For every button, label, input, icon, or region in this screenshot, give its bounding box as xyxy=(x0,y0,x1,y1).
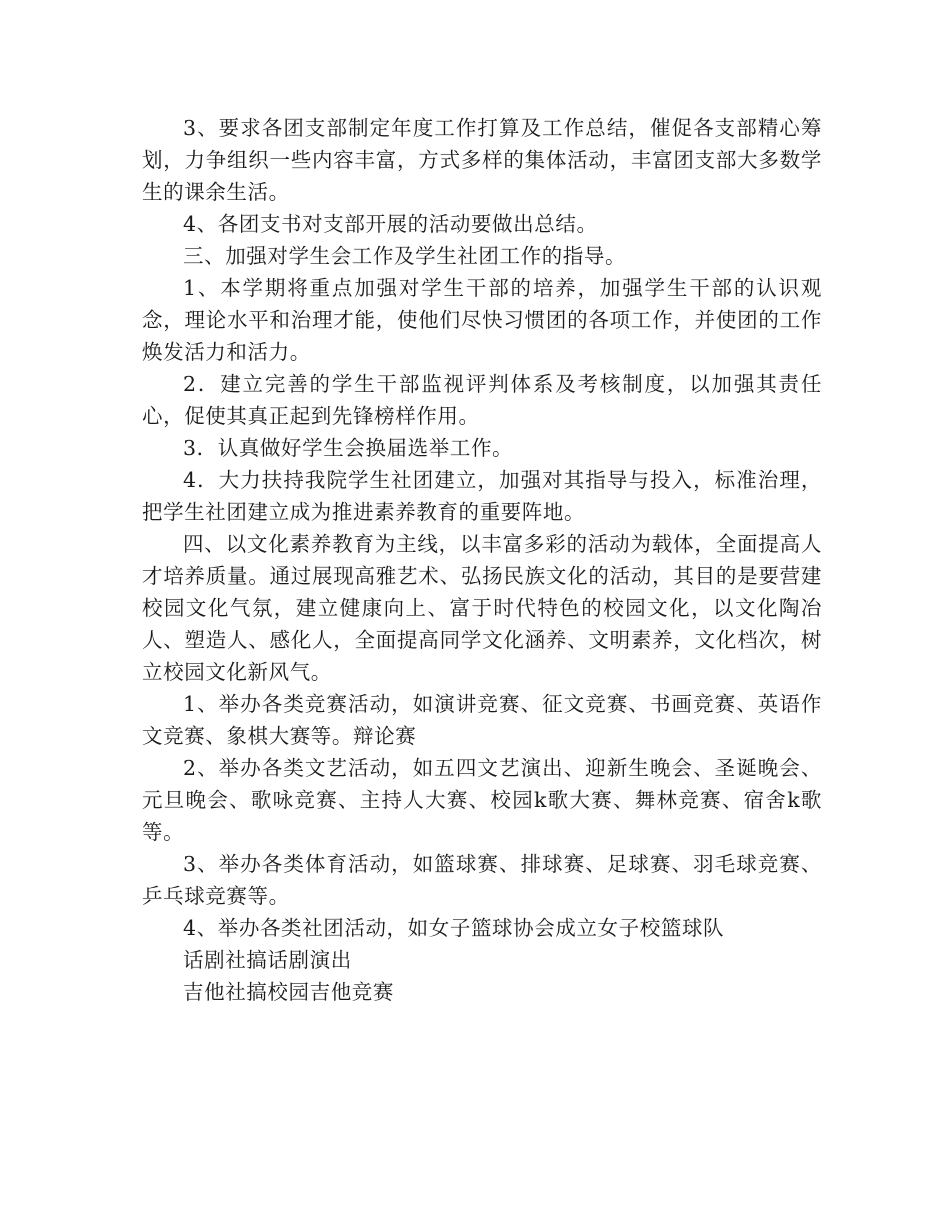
paragraph-2: 4、各团支书对支部开展的活动要做出总结。 xyxy=(183,212,598,236)
paragraph-12: 4、举办各类社团活动，如女子篮球协会成立女子校篮球队 xyxy=(183,916,725,940)
paragraph-1: 3、要求各团支部制定年度工作打算及工作总结，催促各支部精心筹划，力争组织一些内容丰富，方式多样的集体活动，丰富团支部大多数学生的课余生活。 xyxy=(142,116,822,204)
paragraph-7: 4．大力扶持我院学生社团建立，加强对其指导与投入，标准治理，把学生社团建立成为推进素养教育的重要阵地。 xyxy=(142,468,822,524)
paragraph-14: 吉他社搞校园吉他竞赛 xyxy=(183,980,394,1004)
paragraph-13: 话剧社搞话剧演出 xyxy=(183,948,352,972)
paragraph-4: 1、本学期将重点加强对学生干部的培养，加强学生干部的认识观念，理论水平和治理才能，使他们尽快习惯团的各项工作，并使团的工作焕发活力和活力。 xyxy=(142,276,822,364)
paragraph-9: 1、举办各类竞赛活动，如演讲竞赛、征文竞赛、书画竞赛、英语作文竞赛、象棋大赛等。辩论赛 xyxy=(142,692,822,748)
paragraph-6: 3．认真做好学生会换届选举工作。 xyxy=(183,436,514,460)
paragraph-5: 2．建立完善的学生干部监视评判体系及考核制度，以加强其责任心，促使其真正起到先锋榜样作用。 xyxy=(142,372,822,428)
section-heading-3: 三、加强对学生会工作及学生社团工作的指导。 xyxy=(183,244,627,268)
paragraph-11: 3、举办各类体育活动，如篮球赛、排球赛、足球赛、羽毛球竞赛、乒乓球竞赛等。 xyxy=(142,852,822,908)
paragraph-10: 2、举办各类文艺活动，如五四文艺演出、迎新生晚会、圣诞晚会、元旦晚会、歌咏竞赛、主持人大赛、校园k歌大赛、舞林竞赛、宿舍k歌等。 xyxy=(142,756,822,844)
document-body xyxy=(142,112,822,1008)
section-heading-4: 四、以文化素养教育为主线，以丰富多彩的活动为载体，全面提高人才培养质量。通过展现高雅艺术、弘扬民族文化的活动，其目的是要营建校园文化气氛，建立健康向上、富于时代特色的校园文化，以文化陶冶人、塑造人、感化人，全面提高同学文化涵养、文明素养，文化档次，树立校园文化新风气。 xyxy=(142,532,822,684)
